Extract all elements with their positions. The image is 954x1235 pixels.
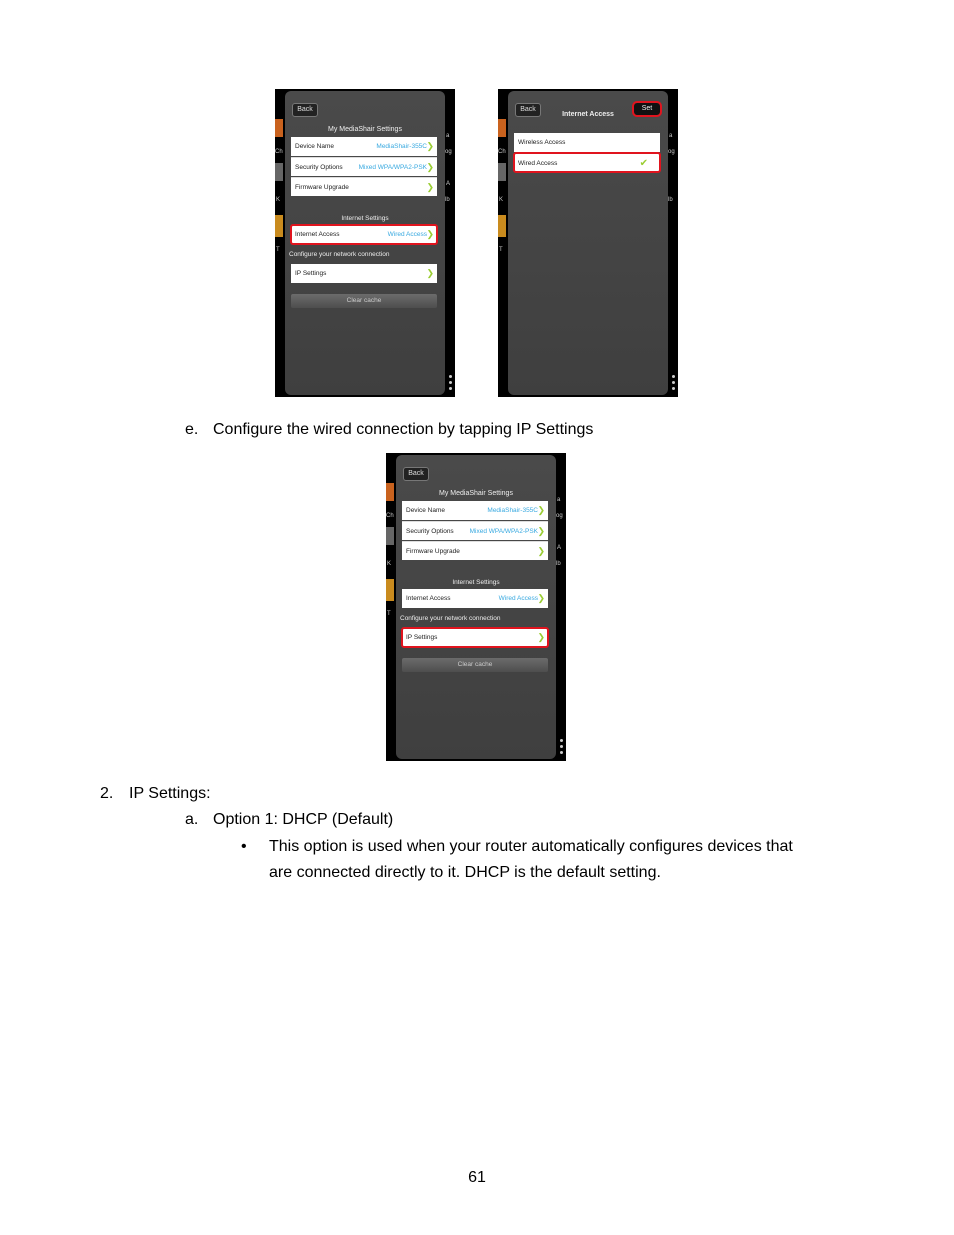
chevron-right-icon: ❯ xyxy=(537,526,545,536)
bullet-icon: • xyxy=(241,838,247,855)
device-name-value: MediaShair-355C xyxy=(487,507,538,514)
bullet-line-2: are connected directly to it. DHCP is the default setting. xyxy=(269,864,661,881)
set-button[interactable]: Set xyxy=(634,103,660,115)
option-a-marker: a. xyxy=(185,811,199,828)
settings-panel xyxy=(285,91,445,395)
security-options-value: Mixed WPA/WPA2-PSK xyxy=(469,528,538,535)
chevron-right-icon: ❯ xyxy=(537,546,545,556)
back-button[interactable]: Back xyxy=(515,103,541,117)
internet-settings-header: Internet Settings xyxy=(341,215,389,222)
panel-title: My MediaShair Settings xyxy=(439,490,513,497)
chevron-right-icon: ❯ xyxy=(537,593,545,603)
back-button[interactable]: Back xyxy=(403,467,429,481)
background-right-strip: a og A lb xyxy=(556,497,563,567)
back-button[interactable]: Back xyxy=(292,103,318,117)
settings-panel xyxy=(396,455,556,759)
clear-cache-button[interactable]: Clear cache xyxy=(402,658,548,672)
internet-access-value: Wired Access xyxy=(387,231,427,238)
internet-access-value: Wired Access xyxy=(498,595,538,602)
step-e-marker: e. xyxy=(185,421,199,438)
background-app-strip: Ch K T xyxy=(275,119,285,269)
checkmark-icon: ✔ xyxy=(639,158,648,169)
firmware-upgrade-row[interactable]: Firmware Upgrade ❯ xyxy=(402,541,548,560)
menu-dots-icon[interactable] xyxy=(449,372,453,393)
menu-dots-icon[interactable] xyxy=(560,736,564,757)
page-number: 61 xyxy=(468,1169,486,1186)
device-name-value: MediaShair-355C xyxy=(376,143,427,150)
chevron-right-icon: ❯ xyxy=(426,141,434,151)
screenshot-internet-access xyxy=(498,89,678,397)
chevron-right-icon: ❯ xyxy=(426,162,434,172)
background-app-strip: Ch K T xyxy=(386,483,396,633)
internet-access-row[interactable]: Internet Access Wired Access ❯ xyxy=(291,225,437,244)
panel-title: Internet Access xyxy=(562,111,614,118)
configure-network-label: Configure your network connection xyxy=(400,615,501,622)
security-options-row[interactable]: Security Options Mixed WPA/WPA2-PSK ❯ xyxy=(291,157,437,176)
security-options-value: Mixed WPA/WPA2-PSK xyxy=(358,164,427,171)
background-right-strip: a og lb xyxy=(668,133,675,203)
bullet-line-1: This option is used when your router automatically configures devices that xyxy=(269,838,793,855)
ip-settings-row[interactable]: IP Settings ❯ xyxy=(402,628,548,647)
device-name-row[interactable]: Device Name MediaShair-355C ❯ xyxy=(402,501,548,520)
internet-access-row[interactable]: Internet Access Wired Access ❯ xyxy=(402,589,548,608)
step-e-text: Configure the wired connection by tapping IP Settings xyxy=(213,421,594,438)
wireless-access-option[interactable]: Wireless Access xyxy=(514,133,660,152)
chevron-right-icon: ❯ xyxy=(537,505,545,515)
item-2-text: IP Settings: xyxy=(129,785,211,802)
ip-settings-row[interactable]: IP Settings ❯ xyxy=(291,264,437,283)
menu-dots-icon[interactable] xyxy=(672,372,676,393)
security-options-row[interactable]: Security Options Mixed WPA/WPA2-PSK ❯ xyxy=(402,521,548,540)
configure-network-label: Configure your network connection xyxy=(289,251,390,258)
internet-access-panel xyxy=(508,91,668,395)
chevron-right-icon: ❯ xyxy=(537,632,545,642)
screenshot-settings-internet xyxy=(275,89,455,397)
panel-title: My MediaShair Settings xyxy=(328,126,402,133)
screenshot-settings-ip xyxy=(386,453,566,761)
background-right-strip: a og A lb xyxy=(445,133,452,203)
chevron-right-icon: ❯ xyxy=(426,268,434,278)
background-app-strip: Ch K T xyxy=(498,119,508,269)
chevron-right-icon: ❯ xyxy=(426,229,434,239)
device-name-row[interactable]: Device Name MediaShair-355C ❯ xyxy=(291,137,437,156)
firmware-upgrade-row[interactable]: Firmware Upgrade ❯ xyxy=(291,177,437,196)
internet-settings-header: Internet Settings xyxy=(452,579,500,586)
clear-cache-button[interactable]: Clear cache xyxy=(291,294,437,308)
option-a-text: Option 1: DHCP (Default) xyxy=(213,811,394,828)
wired-access-option[interactable]: Wired Access ✔ xyxy=(514,153,660,172)
chevron-right-icon: ❯ xyxy=(426,182,434,192)
item-2-marker: 2. xyxy=(100,785,114,802)
